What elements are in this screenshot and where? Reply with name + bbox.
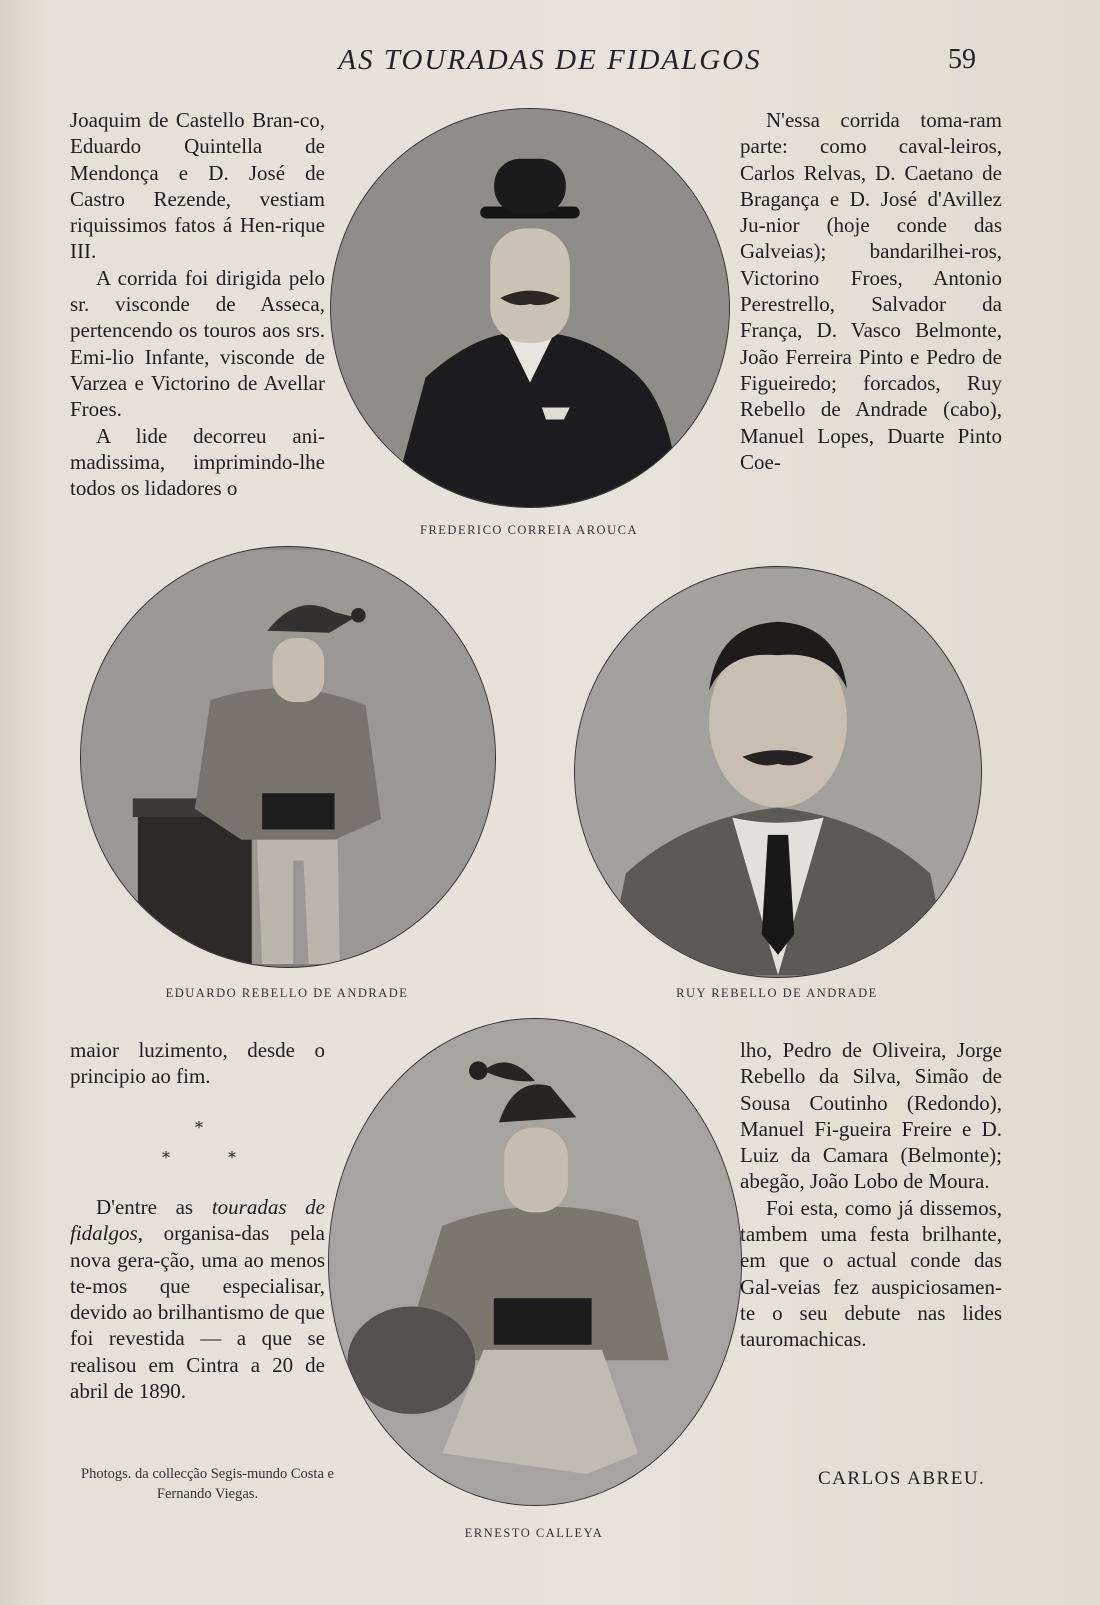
portrait-eduardo [80,546,496,968]
left-top-column [70,107,325,501]
right-bottom-column [740,1037,1002,1353]
stocking-cap-portrait-icon [81,547,495,967]
page-number: 59 [948,44,976,75]
right-top-column [740,107,1002,475]
author-signature: CARLOS ABREU. [818,1468,986,1489]
paragraph: maior luzimento, desde o principio ao fim. [70,1038,325,1089]
paragraph: A corrida foi dirigida pelo sr. visconde de Asseca, pertencendo os touros aos srs. Emi-lio Infante, visconde de Varzea e Victorino de Avellar Froes. [70,265,325,422]
photo-credits: Photogs. da collecção Segis-mundo Costa e Fernando Viegas. [81,1466,334,1502]
portrait-caption: FREDERICO CORREIA AROUCA [420,523,638,537]
portrait-ruy [574,566,982,978]
text-run: D'entre as [96,1195,212,1219]
paragraph: Foi esta, como já dissemos, tambem uma festa brilhante, em que o actual conde das Gal-veias fez auspiciosamen-te o seu debute nas lides tauromachicas. [740,1195,1002,1352]
portrait-caption: ERNESTO CALLEYA [464,1526,604,1540]
portrait-ernesto [328,1018,742,1506]
italic-phrase: touradas de fidalgos [70,1195,326,1246]
paragraph: lho, Pedro de Oliveira, Jorge Rebello da Silva, Simão de Sousa Coutinho (Redondo), Manuel Fi-gueira Freire e D. Luiz da Camara (Belmonte); abegão, João Lobo de Moura. [740,1038,1002,1194]
portrait-frederico [330,108,730,508]
paragraph [70,1194,325,1404]
paragraph: N'essa corrida toma-ram parte: como caval-leiros, Carlos Relvas, D. Caetano de Bragança e D. José d'Avillez Ju-nior (hoje conde das Galveias); bandarilhei-ros, Victorino Froes, Antonio Perestrello, Salvador da França, D. Vasco Belmonte, João Ferreira Pinto e Pedro de Figueiredo; forcados, Ruy Rebello de Andrade (cabo), Manuel Lopes, Duarte Pinto Coe- [740,108,1002,474]
asterism-mark: * [195,1118,203,1137]
seated-portrait-icon [329,1019,741,1505]
left-bottom-column [70,1037,325,1090]
running-title: AS TOURADAS DE FIDALGOS [338,44,762,76]
asterism [150,1118,260,1168]
top-hat-portrait-icon [331,109,729,507]
left-bottom-paragraph [70,1194,325,1404]
bust-portrait-icon [575,567,981,977]
paragraph: A lide decorreu ani-madissima, imprimindo-lhe todos os lidadores o [70,423,325,501]
portrait-caption: EDUARDO REBELLO DE ANDRADE [165,986,409,1000]
portrait-caption: RUY REBELLO DE ANDRADE [676,986,878,1000]
paragraph: Joaquim de Castello Bran-co, Eduardo Quintella de Mendonça e D. José de Castro Rezende, vestiam riquissimos fatos á Hen-rique III. [70,108,325,264]
asterism-mark: * [162,1148,170,1167]
text-run: , organisa-das pela nova gera-ção, uma ao menos te-mos que especialisar, devido ao brilhantismo de que foi revestida — a que se realisou em Cintra a 20 de abril de 1890. [70,1221,325,1404]
asterism-mark: * [228,1148,236,1167]
